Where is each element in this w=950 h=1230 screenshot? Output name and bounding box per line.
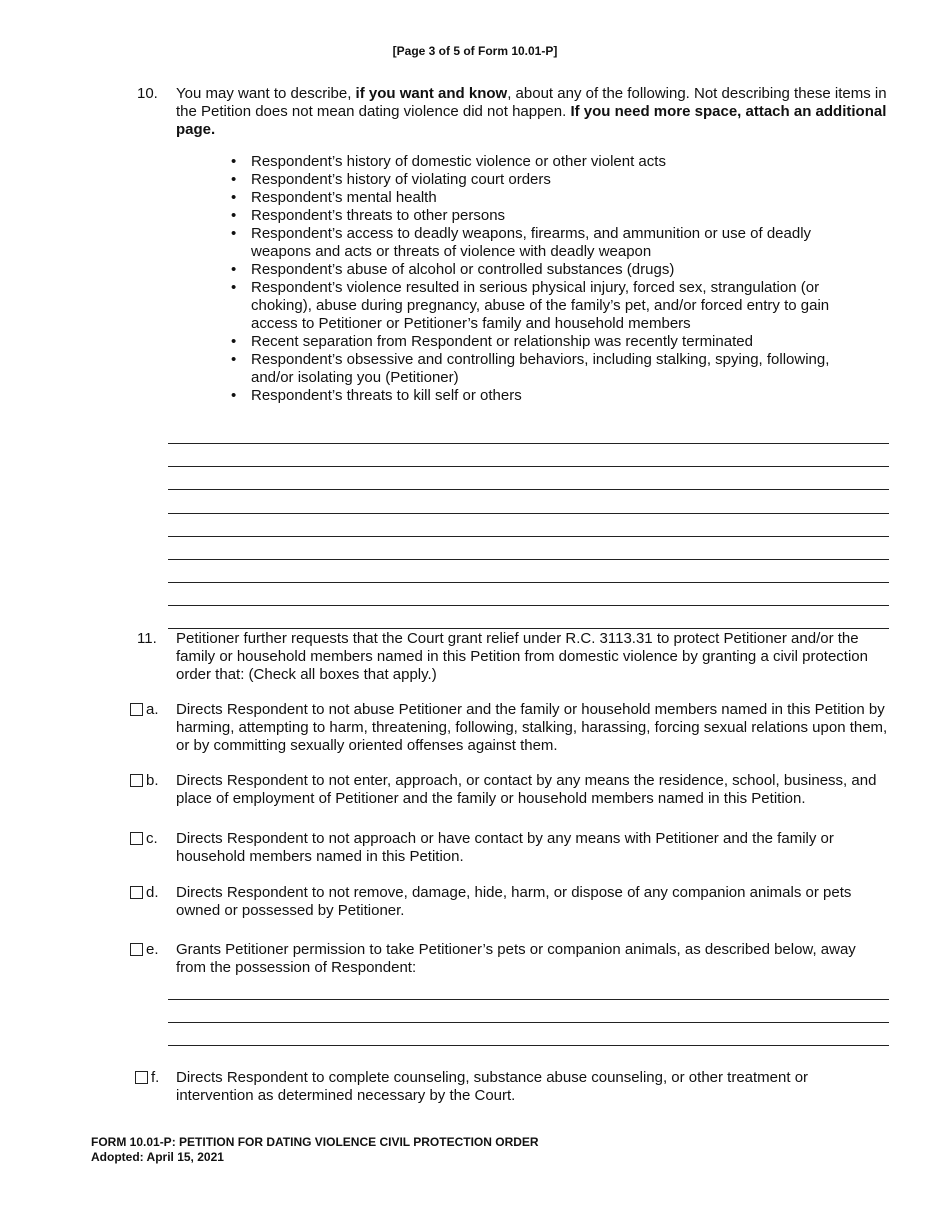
item-10-intro	[176, 85, 888, 139]
bullet-item: • Respondent’s history of violating court orders	[231, 171, 871, 189]
bullet-item: • Respondent’s threats to kill self or others	[231, 387, 871, 405]
option-e-write-line[interactable]	[168, 1045, 889, 1046]
bullet-item: • Recent separation from Respondent or relationship was recently terminated	[231, 333, 871, 351]
item-10-write-line[interactable]	[168, 628, 889, 629]
bullet-item: • Respondent’s threats to other persons	[231, 207, 871, 225]
option-c-letter: c.	[146, 830, 158, 847]
item-10-write-line[interactable]	[168, 582, 889, 583]
option-a-text: Directs Respondent to not abuse Petitioner and the family or household members named in this Petition by harming, attempting to harm, threatening, following, stalking, harassing, forcing sexual relations upon them, or by committing sexually oriented offenses against them.	[176, 701, 888, 754]
option-e-text: Grants Petitioner permission to take Petitioner’s pets or companion animals, as described below, away from the possession of Respondent:	[176, 941, 856, 976]
item-10-write-line[interactable]	[168, 513, 889, 514]
item-10-write-line[interactable]	[168, 559, 889, 560]
item-10-intro-bold1: if you want and know	[355, 85, 508, 102]
bullet-item: • Respondent’s mental health	[231, 189, 871, 207]
item-10-intro-part2: , about any of the following. Not describing these items in the Petition does not mean dating violence did not happen.	[176, 85, 887, 120]
item-10-write-line[interactable]	[168, 536, 889, 537]
option-f-letter: f.	[151, 1069, 160, 1086]
item-10-write-line[interactable]	[168, 605, 889, 606]
item-10-write-line[interactable]	[168, 443, 889, 444]
item-11-number: 11.	[137, 630, 157, 647]
option-a-checkbox[interactable]	[130, 703, 143, 716]
item-10-intro-part1: You may want to describe,	[176, 85, 356, 102]
form-title: FORM 10.01-P: PETITION FOR DATING VIOLENCE CIVIL PROTECTION ORDER	[91, 1135, 539, 1149]
item-10-number: 10.	[137, 85, 158, 102]
option-f-text: Directs Respondent to complete counseling, substance abuse counseling, or other treatment or intervention as determined necessary by the Court.	[176, 1069, 809, 1104]
item-10-bullet-list	[231, 153, 871, 405]
option-f-checkbox[interactable]	[135, 1071, 148, 1084]
option-d-letter: d.	[146, 884, 159, 901]
item-11-text: Petitioner further requests that the Court grant relief under R.C. 3113.31 to protect Petitioner and/or the family or household members named in this Petition from domestic violence by granting a civil protection order that: (Check all boxes that apply.)	[176, 630, 868, 683]
option-e-write-line[interactable]	[168, 999, 889, 1000]
option-d-checkbox[interactable]	[130, 886, 143, 899]
bullet-item: • Respondent’s history of domestic violence or other violent acts	[231, 153, 871, 171]
option-b-checkbox[interactable]	[130, 774, 143, 787]
option-e-checkbox[interactable]	[130, 943, 143, 956]
form-footer	[91, 1135, 539, 1165]
option-e-letter: e.	[146, 941, 159, 958]
option-b-letter: b.	[146, 772, 159, 789]
option-d-text: Directs Respondent to not remove, damage, hide, harm, or dispose of any companion animals or pets owned or possessed by Petitioner.	[176, 884, 852, 919]
bullet-item: • Respondent’s obsessive and controlling behaviors, including stalking, spying, following, and/or isolating you (Petitioner)	[231, 351, 871, 387]
item-10-write-line[interactable]	[168, 489, 889, 490]
bullet-item: • Respondent’s access to deadly weapons, firearms, and ammunition or use of deadly weapons and acts or threats of violence with deadly weapon	[231, 225, 871, 261]
option-a-letter: a.	[146, 701, 159, 718]
option-b-text: Directs Respondent to not enter, approach, or contact by any means the residence, school, business, and place of employment of Petitioner and the family or household members named in this Petition.	[176, 772, 877, 807]
item-10-intro-bold2: If you need more space, attach an additional page.	[176, 103, 887, 138]
option-c-checkbox[interactable]	[130, 832, 143, 845]
bullet-item: • Respondent’s abuse of alcohol or controlled substances (drugs)	[231, 261, 871, 279]
adopted-date: Adopted: April 15, 2021	[91, 1150, 224, 1164]
page-header: [Page 3 of 5 of Form 10.01-P]	[392, 44, 558, 58]
option-c-text: Directs Respondent to not approach or have contact by any means with Petitioner and the family or household members named in this Petition.	[176, 830, 834, 865]
item-10-write-line[interactable]	[168, 466, 889, 467]
option-e-write-line[interactable]	[168, 1022, 889, 1023]
bullet-item: • Respondent’s violence resulted in serious physical injury, forced sex, strangulation (or choking), abuse during pregnancy, abuse of the family’s pet, and/or forced entry to gain access to Petitioner or Petitioner’s family and household members	[231, 279, 871, 333]
